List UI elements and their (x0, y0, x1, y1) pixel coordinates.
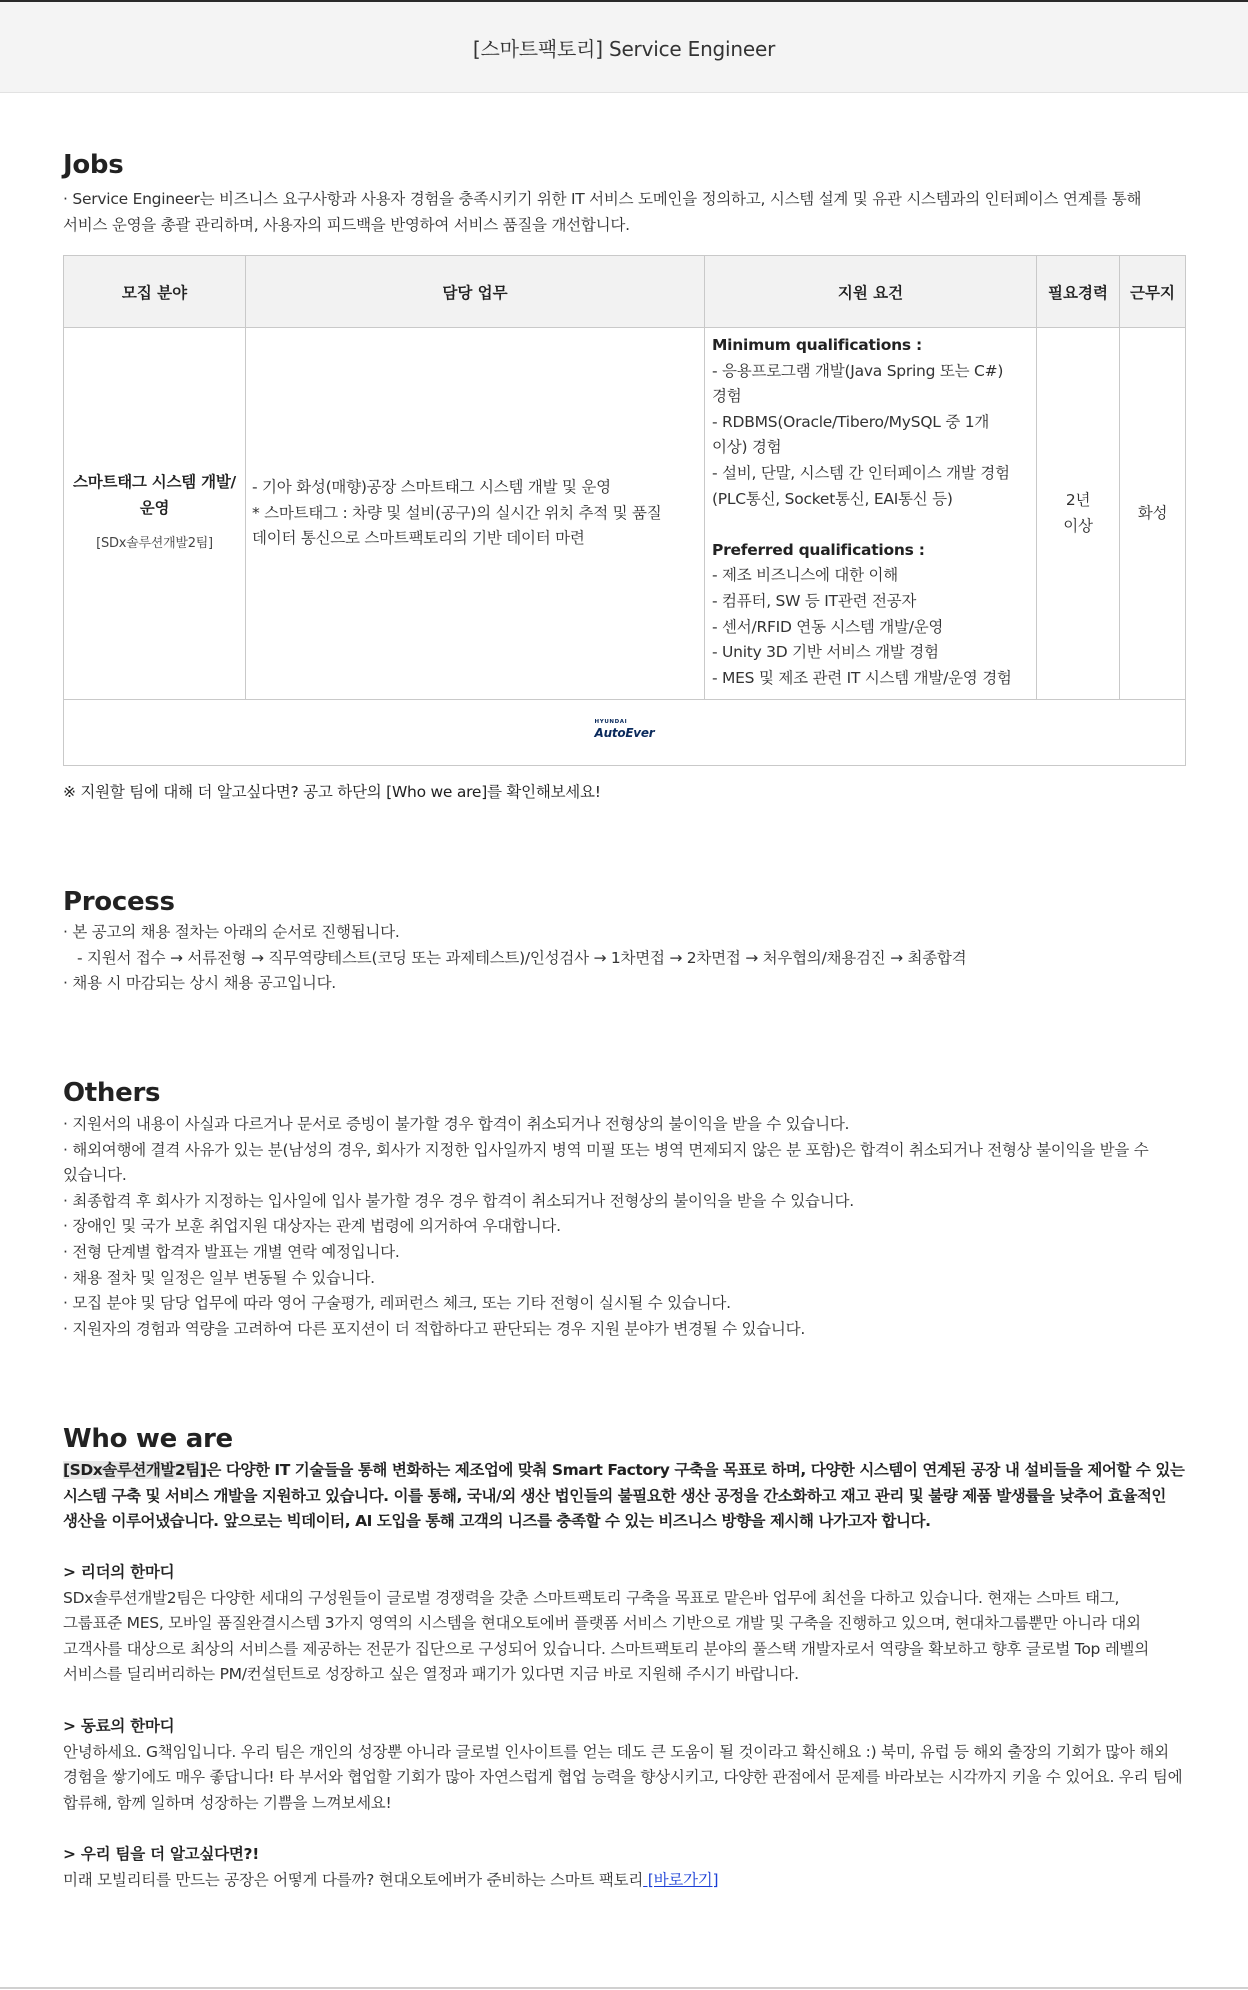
pref-qual-item: - 센서/RFID 연동 시스템 개발/운영 (712, 617, 944, 636)
shortcut-link[interactable]: [바로가기] (643, 1870, 719, 1889)
duty-line: 데이터 통신으로 스마트팩토리의 기반 데이터 마련 (252, 529, 585, 548)
process-line: · 채용 시 마감되는 상시 채용 공고입니다. (63, 974, 336, 993)
others-line: · 모집 분야 및 담당 업무에 따라 영어 구술평가, 레퍼런스 체크, 또는 기타 전형이 실시될 수 있습니다. (63, 1294, 731, 1313)
peer-heading: > 동료의 한마디 (63, 1717, 175, 1735)
min-qual-item: 이상) 경험 (712, 438, 782, 457)
jobs-intro-line: 서비스 운영을 총괄 관리하며, 사용자의 피드백을 반영하여 서비스 품질을 개선합니다. (63, 215, 630, 234)
logo-top-text: HYUNDAI (594, 719, 628, 726)
others-line: · 전형 단계별 합격자 발표는 개별 연락 예정입니다. (63, 1242, 400, 1261)
header-field: 모집 분야 (64, 256, 246, 328)
hyundai-autoever-logo (595, 720, 655, 739)
others-line: · 장애인 및 국가 보훈 취업지원 대상자는 관계 법령에 의거하여 우대합니다. (63, 1217, 561, 1236)
cell-requirements (705, 328, 1037, 700)
process-title: Process (63, 887, 175, 917)
others-line: · 최종합격 후 회사가 지정하는 입사일에 입사 불가할 경우 경우 합격이 취소되거나 전형상의 불이익을 받을 수 있습니다. (63, 1191, 854, 1210)
table-header-row (64, 256, 1186, 328)
peer-section (63, 1714, 1185, 1816)
jobs-intro (63, 187, 1185, 238)
leader-line: 그룹표준 MES, 모바일 품질완결시스템 3가지 영역의 시스템을 현대오토에버 플랫폼 서비스 기반으로 개발 및 구축을 진행하고 있으며, 현대차그룹뿐만 아니라 대외 (63, 1614, 1141, 1633)
peer-line: 합류해, 함께 일하며 성장하는 기쁨을 느껴보세요! (63, 1793, 392, 1812)
others-line: · 채용 절차 및 일정은 일부 변동될 수 있습니다. (63, 1268, 375, 1287)
others-body (63, 1112, 1185, 1342)
others-title: Others (63, 1078, 161, 1108)
pref-qual-item: - Unity 3D 기반 서비스 개발 경험 (712, 643, 939, 662)
cell-logo (64, 700, 1186, 766)
peer-line: 안녕하세요. G책임입니다. 우리 팀은 개인의 성장뿐 아니라 글로벌 인사이트를 얻는 데도 큰 도움이 될 것이라고 확신해요 :) 북미, 유럽 등 해외 출장의 기회가 많아 해외 (63, 1742, 1169, 1761)
header-duty: 담당 업무 (246, 256, 705, 328)
who-intro-text: 은 다양한 IT 기술들을 통해 변화하는 제조업에 맞춰 Smart Factory 구축을 목표로 하며, 다양한 시스템이 연계된 공장 내 설비들을 제어할 수 있는 (206, 1461, 1185, 1479)
leader-heading: > 리더의 한마디 (63, 1563, 175, 1581)
duty-line: - 기아 화성(매향)공장 스마트태그 시스템 개발 및 운영 (252, 478, 611, 497)
pref-qual-item: - 컴퓨터, SW 등 IT관련 전공자 (712, 591, 917, 610)
more-line (63, 1868, 1185, 1894)
pref-qual-item: - MES 및 제조 관련 IT 시스템 개발/운영 경험 (712, 668, 1012, 687)
jobs-table (63, 255, 1186, 766)
pref-qual-item: - 제조 비즈니스에 대한 이해 (712, 566, 899, 585)
others-line: 있습니다. (63, 1166, 127, 1185)
peer-line: 경험을 쌓기에도 매우 좋답니다! 타 부서와 협업할 기회가 많아 자연스럽게 협업 능력을 향상시키고, 다양한 관점에서 문제를 바라보는 시각까지 키울 수 있어요. 우리 팀에 (63, 1768, 1183, 1787)
leader-line: 고객사를 대상으로 최상의 서비스를 제공하는 전문가 집단으로 구성되어 있습니다. 스마트팩토리 분야의 풀스택 개발자로서 역량을 확보하고 향후 글로벌 Top 레벨의 (63, 1639, 1149, 1658)
page-header (0, 2, 1248, 93)
pref-qual-heading: Preferred qualifications : (712, 540, 925, 559)
min-qual-item: - 설비, 단말, 시스템 간 인터페이스 개발 경험 (712, 463, 1010, 482)
header-requirements: 지원 요건 (705, 256, 1037, 328)
career-line: 2년 (1065, 490, 1091, 509)
leader-section (63, 1560, 1185, 1688)
who-intro-line: 시스템 구축 및 서비스 개발을 지원하고 있습니다. 이를 통해, 국내/외 생산 법인들의 불필요한 생산 공정을 간소화하고 재고 관리 및 불량 제품 발생률을 낮추어 효율적인 (63, 1486, 1166, 1505)
min-qual-item: 경험 (712, 387, 742, 406)
logo-main-text: AutoEver (594, 725, 655, 740)
who-intro (63, 1458, 1185, 1535)
jobs-note: ※ 지원할 팀에 대해 더 알고싶다면? 공고 하단의 [Who we are]를 확인해보세요! (63, 783, 601, 801)
who-title: Who we are (63, 1424, 233, 1454)
process-line: · 본 공고의 채용 절차는 아래의 순서로 진행됩니다. (63, 923, 400, 941)
page-title: [스마트팩토리] Service Engineer (472, 36, 776, 61)
bottom-border (0, 1987, 1248, 1989)
more-heading: > 우리 팀을 더 알고싶다면?! (63, 1845, 260, 1863)
cell-duty (246, 328, 705, 700)
others-line: · 해외여행에 결격 사유가 있는 분(남성의 경우, 회사가 지정한 입사일까지 병역 미필 또는 병역 면제되지 않은 분 포함)은 합격이 취소되거나 전형상 불이익을 받을 수 (63, 1140, 1149, 1159)
more-text: 미래 모빌리티를 만드는 공장은 어떻게 다를까? 현대오토에버가 준비하는 스마트 팩토리 (63, 1870, 644, 1889)
leader-line: SDx솔루션개발2팀은 다양한 세대의 구성원들이 글로벌 경쟁력을 갖춘 스마트팩토리 구축을 목표로 맡은바 업무에 최선을 다하고 있습니다. 현재는 스마트 태그, (63, 1588, 1120, 1607)
team-name-highlight: [SDx솔루션개발2팀] (63, 1461, 207, 1479)
cell-location: 화성 (1120, 328, 1186, 700)
field-name-line: 운영 (139, 498, 170, 517)
logo-row (64, 700, 1186, 766)
process-body (63, 920, 1185, 997)
field-team: [SDx솔루션개발2팀] (96, 536, 213, 552)
min-qual-item: - RDBMS(Oracle/Tibero/MySQL 중 1개 (712, 412, 990, 431)
career-line: 이상 (1063, 516, 1093, 535)
jobs-intro-line: · Service Engineer는 비즈니스 요구사항과 사용자 경험을 충족시키기 위한 IT 서비스 도메인을 정의하고, 시스템 설계 및 유관 시스템과의 인터페이스 연계를 통해 (63, 190, 1142, 208)
cell-career (1037, 328, 1120, 700)
who-intro-line: 생산을 이루어냈습니다. 앞으로는 빅데이터, AI 도입을 통해 고객의 니즈를 충족할 수 있는 비즈니스 방향을 제시해 나가고자 합니다. (63, 1512, 931, 1531)
table-row (64, 328, 1186, 700)
cell-field (64, 328, 246, 700)
process-line: - 지원서 접수 → 서류전형 → 직무역량테스트(코딩 또는 과제테스트)/인성검사 → 1차면접 → 2차면접 → 처우협의/채용검진 → 최종합격 (63, 948, 967, 967)
header-career: 필요경력 (1037, 256, 1120, 328)
others-line: · 지원자의 경험과 역량을 고려하여 다른 포지션이 더 적합하다고 판단되는 경우 지원 분야가 변경될 수 있습니다. (63, 1319, 806, 1338)
spacer (712, 512, 1029, 538)
min-qual-item: (PLC통신, Socket통신, EAI통신 등) (712, 489, 953, 508)
min-qual-item: - 응용프로그램 개발(Java Spring 또는 C#) (712, 361, 1004, 380)
leader-line: 서비스를 딜리버리하는 PM/컨설턴트로 성장하고 싶은 열정과 패기가 있다면 지금 바로 지원해 주시기 바랍니다. (63, 1665, 799, 1684)
jobs-title: Jobs (63, 150, 124, 180)
min-qual-heading: Minimum qualifications : (712, 336, 922, 354)
duty-line: * 스마트태그 : 차량 및 설비(공구)의 실시간 위치 추적 및 품질 (252, 503, 662, 522)
others-line: · 지원서의 내용이 사실과 다르거나 문서로 증빙이 불가할 경우 합격이 취소되거나 전형상의 불이익을 받을 수 있습니다. (63, 1115, 850, 1133)
more-section (63, 1842, 1185, 1893)
field-name-line: 스마트태그 시스템 개발/ (73, 473, 236, 492)
header-location: 근무지 (1120, 256, 1186, 328)
who-intro-line (63, 1458, 1185, 1484)
